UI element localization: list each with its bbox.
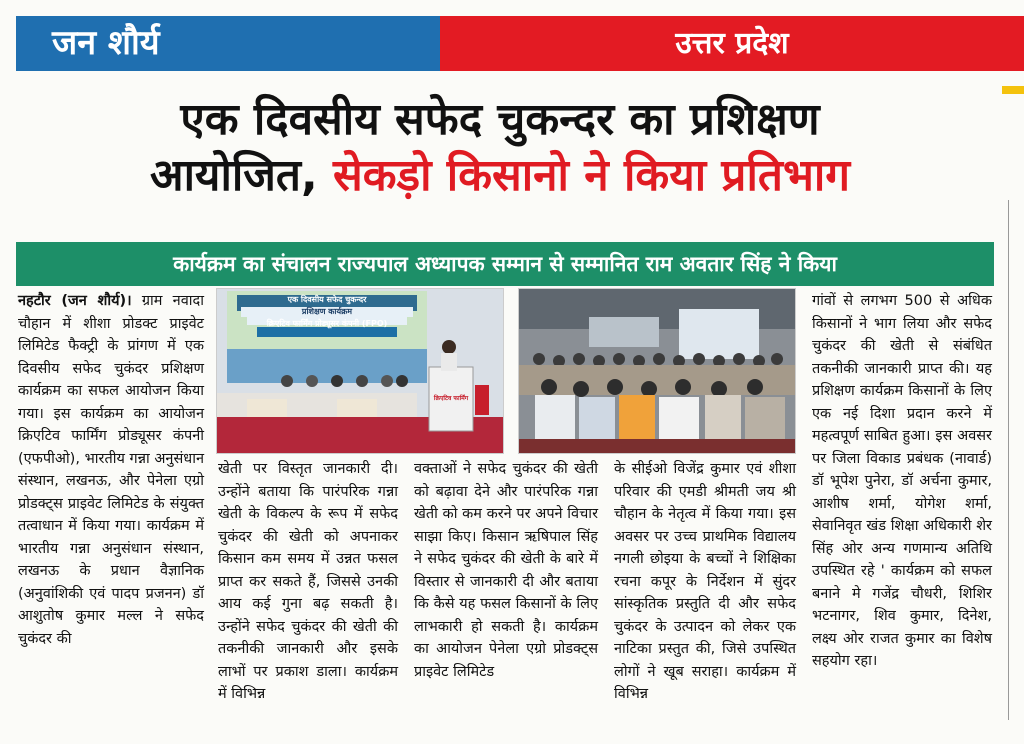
masthead-region bbox=[440, 16, 1024, 71]
article-text-3: वक्ताओं ने सफेद चुकंदर की खेती को बढ़ावा देने और पारंपरिक गन्ना खेती को कम करने पर अपने विचार साझा किए। किसान ऋषिपाल सिंह ने सफेद चुकंदर की खेती के बारे में विस्तार से जानकारी दी और बताया कि कैसे यह फसल किसानों के लिए लाभकारी हो सकती है। कार्यक्रम का आयोजन पेनेला एग्रो प्रोडक्ट्स प्राइवेट लिमिटेड bbox=[414, 461, 598, 680]
photo-banner-sub: प्रशिक्षण कार्यक्रम bbox=[241, 307, 413, 317]
adjacent-article-edge bbox=[1008, 200, 1024, 720]
audience-photo-illustration bbox=[519, 289, 795, 453]
article-text-4: के सीईओ विजेंद्र कुमार एवं शीशा परिवार की एमडी श्रीमती जय श्री चौहान के नेतृत्व में किया गया। इस अवसर पर उच्च प्राथमिक विद्यालय नगली छोइया के बच्चों ने शिक्षिका रचना कपूर के निर्देशन में सुंदर सांस्कृतिक प्रस्तुति दी और सफेद चुकंदर के उत्पादन को लेकर एक नाटिका प्रस्तुत की, जिसे उपस्थित लोगों ने खूब सराहा। कार्यक्रम में विभिन्न bbox=[614, 461, 796, 702]
article-column-1 bbox=[18, 290, 204, 650]
photo-banner-org: क्रिएटिव फार्मिंग प्रोड्यूसर कंपनी (FPO) bbox=[266, 319, 388, 328]
headline-line2 bbox=[20, 148, 980, 204]
edge-strip bbox=[1002, 86, 1024, 94]
event-photo-stage bbox=[216, 288, 504, 454]
event-photo-audience bbox=[518, 288, 796, 454]
headline-line2-black: आयोजित, bbox=[149, 150, 318, 201]
region-name: उत्तर प्रदेश bbox=[675, 26, 789, 61]
article-column-2 bbox=[218, 458, 398, 706]
headline-line2-red: सेकड़ो किसानो ने किया प्रतिभाग bbox=[333, 150, 851, 201]
article-text-1: ग्राम नवादा चौहान में शीशा प्रोडक्ट प्राइवेट लिमिटेड फैक्ट्री के प्रांगण में एक दिवसीय सफेद चुकंदर प्रशिक्षण कार्यक्रम का सफल आयोजन किया गया। इस कार्यक्रम का आयोजन क्रिएटिव फार्मिंग प्रोड्यूसर कंपनी (एफपीओ), भारतीय गन्ना अनुसंधान संस्थान, लखनऊ, और पेनेला एग्रो प्रोडक्ट्स प्राइवेट लिमिटेड के संयुक्त तत्वाधान में किया गया। कार्यक्रम में भारतीय गन्ना अनुसंधान संस्थान, लखनऊ के प्रधान वैज्ञानिक (अनुवांशिकी एवं पादप प्रजनन) डॉ आशुतोष कुमार मल्ल ने सफेद चुकंदर की bbox=[18, 293, 204, 647]
article-column-5 bbox=[812, 290, 992, 673]
dateline: नहटौर (जन शौर्य)। bbox=[18, 293, 132, 309]
article-column-3 bbox=[414, 458, 598, 683]
headline-line1: एक दिवसीय सफेद चुकन्दर का प्रशिक्षण bbox=[180, 94, 820, 145]
article-column-4 bbox=[614, 458, 796, 706]
brand-name: जन शौर्य bbox=[52, 23, 160, 63]
article-text-2: खेती पर विस्तृत जानकारी दी। उन्होंने बताया कि पारंपरिक गन्ना खेती के विकल्प के रूप में सफेद चुकंदर की खेती को अपनाकर किसान कम समय में उन्नत फसल प्राप्त कर सकते हैं, जिससे उनकी आय कई गुना बढ़ सकती है। उन्होंने सफेद चुकंदर की खेती की तकनीकी जानकारी और इसके लाभों पर प्रकाश डाला। कार्यक्रम में विभिन्न bbox=[218, 461, 398, 702]
subheadline-text: कार्यक्रम का संचालन राज्यपाल अध्यापक सम्मान से सम्मानित राम अवतार सिंह ने किया bbox=[173, 252, 837, 276]
podium-label: क्रिएटिव फार्मिंग bbox=[433, 395, 469, 402]
masthead-brand bbox=[16, 16, 440, 71]
headline bbox=[20, 92, 980, 204]
subheadline-banner bbox=[16, 242, 994, 286]
article-text-5: गांवों से लगभग 500 से अधिक किसानों ने भाग लिया और सफेद चुकंदर की खेती से संबंधित तकनीकी जानकारी प्राप्त की। यह प्रशिक्षण कार्यक्रम किसानों के लिए एक नई दिशा प्रदान करने में महत्वपूर्ण साबित हुआ। इस अवसर पर जिला विकाड प्रबंधक (नावार्ड) डॉ भूपेश पुनेरा, डॉ अर्चना कुमार, आशीष शर्मा, योगेश शर्मा, सेवानिवृत खंड शिक्षा अधिकारी शेर सिंह ओर अन्य गणमान्य अतिथि उपस्थित रहे ' कार्यक्रम को सफल बनाने मे गजेंद्र चौधरी, शिशिर भटनागर, शिव कुमार, दिनेश, लक्ष्य ओर राजत कुमार का विशेष सहयोग रहा। bbox=[812, 293, 992, 669]
photo-banner-title: एक दिवसीय सफेद चुकन्दर bbox=[287, 295, 367, 304]
